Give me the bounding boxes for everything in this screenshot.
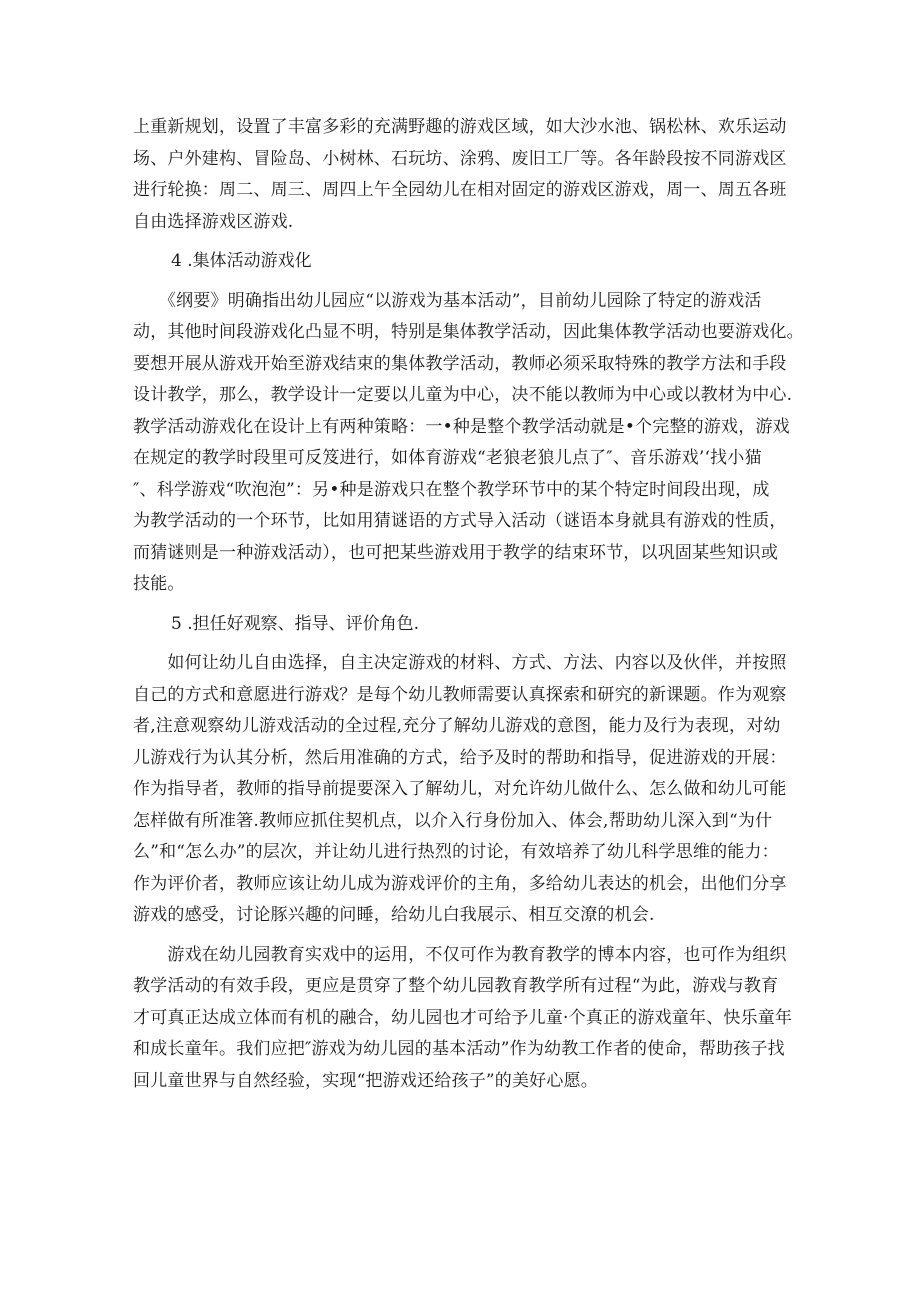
text-line: 教学活动的有效手段，更应是贯穿了整个幼儿园教育教学所有过程“为此，游戏与教育 xyxy=(133,976,779,996)
text-line: 回儿童世界与自然经验，实现“把游戏还给孩子”的美好心愿。 xyxy=(133,1070,598,1091)
text-line: 游戏的感受，讨论豚兴趣的问睡，给幼儿白我展示、相互交潦的机会. xyxy=(133,905,655,925)
text-line: 上重新规划，设置了丰富多彩的充满野趣的游戏区域，如大沙水池、锅松林、欢乐运动 xyxy=(133,117,787,137)
text-line: 么”和“怎么办”的层次，并让幼儿进行热烈的讨论，有效培养了幼儿科学思维的能力： xyxy=(133,842,779,862)
text-line: 游戏在幼儿园教育实戏中的运用，不仅可作为教育教学的博本内容，也可作为组织 xyxy=(133,944,787,965)
text-line: ″、科学游戏“吹泡泡”：另•种是游戏只在整个教学环节中的某个特定时间段出现，成 xyxy=(133,479,770,500)
paragraph-conclusion xyxy=(133,940,793,1098)
text-line: 者,注意观察幼儿游戏活动的全过程,充分了解幼儿游戏的意图，能力及行为表现，对幼 xyxy=(133,716,781,736)
text-line: 要想开展从游戏开始至游戏结束的集体教学活动，教师必须采取特殊的教学方法和手段 xyxy=(133,353,787,374)
text-line: 作为指导者，教师的指导前提要深入了解幼儿，对允许幼儿做什么、怎么做和幼儿可能 xyxy=(133,779,787,799)
text-line: 动，其他时间段游戏化凸显不明，特别是集体教学活动，因此集体教学活动也要游戏化。 xyxy=(133,322,804,342)
text-line: 而猜谜则是一种游戏活动），也可把某些游戏用于教学的结束环节，以巩固某些知识或 xyxy=(133,542,779,563)
text-line: 为教学活动的一个环节，比如用猜谜语的方式导入活动（谜语本身就具有游戏的性质， xyxy=(133,511,787,531)
text-line: 如何让幼儿自由选择，自主决定游戏的材料、方式、方法、内容以及伙伴，并按照 xyxy=(133,653,787,673)
text-line: 儿游戏行为认其分析，然后用准确的方式，给予及时的帮助和指导，促进游戏的开展： xyxy=(133,747,787,768)
text-line: 作为评价者，教师应该让幼儿成为游戏评价的主角，多给幼儿表达的机会，出他们分享 xyxy=(133,873,787,894)
text-line: 技能。 xyxy=(133,574,185,594)
text-line: 教学活动游戏化在设计上有两种策略：一•种是整个教学活动就是•个完整的游戏，游戏 xyxy=(133,416,790,437)
document-body xyxy=(133,112,804,1097)
text-line: 设计教学，那么，教学设计一定要以儿童为中心，决不能以教师为中心或以教材为中心. xyxy=(133,385,793,405)
text-line: 怎样做有所准箸.教师应抓住契机点，以介入行身份加入、体会,帮助幼儿深入到“为什 xyxy=(133,810,773,831)
text-line: 在规定的教学时段里可反笈进行，如体育游戏“老狼老狼儿点了″、音乐游戏’‘找小猫 xyxy=(133,448,762,468)
text-line: 才可真正达成立体而有机的融合，幼儿园也才可给予儿童·个真正的游戏童年、快乐童年 xyxy=(133,1007,793,1028)
text-line: 进行轮换：周二、周三、周四上午全园幼儿在相对固定的游戏区游戏，周一、周五各班 xyxy=(133,180,787,200)
paragraph-area-planning xyxy=(133,112,793,238)
section-heading-4: 4 .集体活动游戏化 xyxy=(171,251,312,271)
text-line: 《纲要》明确指出幼儿园应“以游戏为基本活动”，目前幼儿园除了特定的游戏活 xyxy=(133,290,762,311)
text-line: 自由选择游戏区游戏. xyxy=(133,211,294,232)
text-line: 自己的方式和意愿进行游戏？是每个幼儿教师需要认真探索和研究的新课题。作为观察 xyxy=(133,684,787,705)
paragraph-gamified-teaching xyxy=(133,286,804,601)
text-line: 和成长童年。我们应把″游戏为幼儿园的基本活动”作为幼教工作者的使命，帮助孩子找 xyxy=(133,1039,785,1059)
text-line: 场、户外建构、冒险岛、小树林、石玩坊、涂鸦、废旧工厂等。各年龄段按不同游戏区 xyxy=(133,148,787,169)
paragraph-teacher-roles xyxy=(133,648,793,932)
section-heading-5: 5 .担任好观察、指导、评价角色. xyxy=(171,613,420,634)
